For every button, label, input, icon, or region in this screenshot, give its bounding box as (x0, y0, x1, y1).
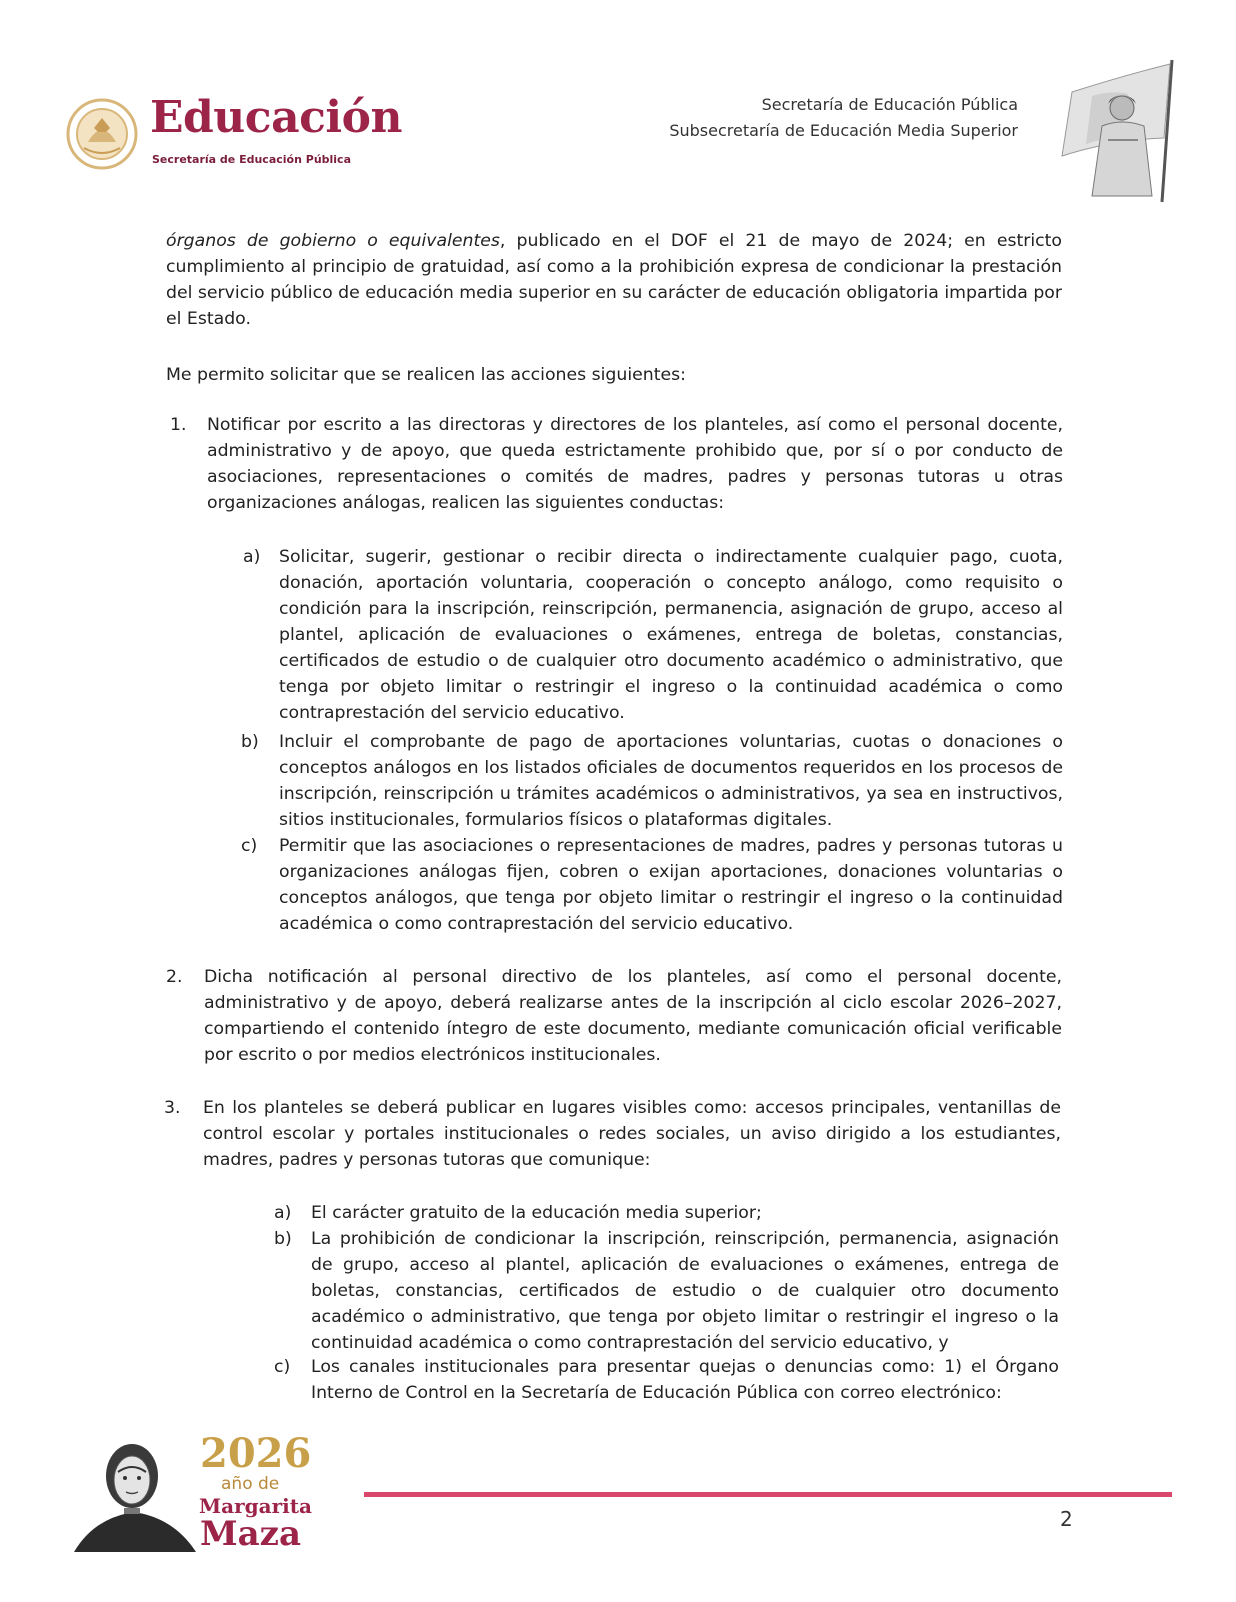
brand-logo-subtitle: Secretaría de Educación Pública (152, 153, 352, 166)
brand-logo-word: Educación (150, 92, 402, 143)
intro-italic-phrase: órganos de gobierno o equivalentes (166, 231, 500, 251)
footer-name-last: Maza (200, 1514, 302, 1554)
sub-item-text: Incluir el comprobante de pago de aportaciones voluntarias, cuotas o donaciones o conceptos análogos en los listados oficiales de documentos requeridos en los procesos de inscripción, reinscripción u trámites académicos o administrativos, ya sea en instructivos, sitios institucionales, formularios físicos o plataformas digitales. (279, 732, 1063, 830)
list-item-number: 3. (164, 1098, 181, 1118)
footer-year-subtitle: año de (221, 1474, 280, 1494)
request-sentence: Me permito solicitar que se realicen las acciones siguientes: (166, 365, 686, 385)
footer-divider (364, 1492, 1172, 1497)
margarita-maza-portrait-icon (64, 1432, 206, 1552)
sub-item-label: a) (274, 1203, 292, 1223)
list-item-number: 2. (166, 967, 183, 987)
sub-item-label: c) (241, 836, 258, 856)
list-item-text: Notificar por escrito a las directoras y directores de los planteles, así como el personal docente, administrativo y de apoyo, que queda estrictamente prohibido que, por sí o por conducto de asociaciones, representaciones o comités de madres, padres y personas tutoras u otras organizaciones análogas, realicen las siguientes conductas: (207, 415, 1063, 513)
sub-item-label: a) (243, 547, 261, 567)
sub-item-text: Solicitar, sugerir, gestionar o recibir directa o indirectamente cualquier pago, cuota, donación, aportación voluntaria, cooperación o concepto análogo, como requisito o condición para la inscripción, reinscripción, permanencia, asignación de grupo, acceso al plantel, aplicación de evaluaciones o exámenes, entrega de boletas, constancias, certificados de estudio o de cualquier otro documento académico o administrativo, que tenga por objeto limitar o restringir el ingreso o la continuidad académica o como contraprestación del servicio educativo. (279, 547, 1063, 723)
coat-of-arms-icon (66, 98, 138, 170)
flag-woman-illustration-icon (1052, 56, 1202, 204)
list-item-text: Dicha notificación al personal directivo de los planteles, así como el personal docente, administrativo y de apoyo, deberá realizarse antes de la inscripción al ciclo escolar 2026–2027, compartiendo el contenido íntegro de este documento, mediante comunicación oficial verificable por escrito o por medios electrónicos institucionales. (204, 967, 1062, 1065)
list-item-number: 1. (170, 415, 187, 435)
page-number: 2 (1060, 1507, 1073, 1531)
sub-item-text: La prohibición de condicionar la inscripción, reinscripción, permanencia, asignación de grupo, acceso al plantel, aplicación de evaluaciones o exámenes, entrega de boletas, constancias, certificados de estudio o de cualquier otro documento académico o administrativo, que tenga por objeto limitar o restringir el ingreso o la continuidad académica o como contraprestación del servicio educativo, y (311, 1229, 1059, 1353)
sub-item-text: El carácter gratuito de la educación media superior; (311, 1203, 762, 1223)
intro-rest: , publicado en el DOF el 21 de mayo de 2024; en estricto cumplimiento al principio de gratuidad, así como a la prohibición expresa de condicionar la prestación del servicio público de educación media superior en su carácter de educación obligatoria impartida por el Estado. (166, 231, 1062, 329)
sub-item-label: c) (274, 1357, 291, 1377)
sub-item-label: b) (274, 1229, 292, 1249)
header-secretaria: Secretaría de Educación Pública (761, 95, 1018, 114)
header-subsecretaria: Subsecretaría de Educación Media Superior (669, 121, 1018, 140)
intro-paragraph (166, 228, 1062, 332)
list-item-text: En los planteles se deberá publicar en lugares visibles como: accesos principales, ventanillas de control escolar y portales institucionales o redes sociales, un aviso dirigido a los estudiantes, madres, padres y personas tutoras que comunique: (203, 1098, 1061, 1170)
footer-year: 2026 (200, 1430, 312, 1477)
sub-item-label: b) (241, 732, 259, 752)
footer-name-first: Margarita (199, 1494, 312, 1518)
sub-item-text: Los canales institucionales para presentar quejas o denuncias como: 1) el Órgano Interno de Control en la Secretaría de Educación Pública con correo electrónico: (311, 1357, 1059, 1403)
sub-item-text: Permitir que las asociaciones o representaciones de madres, padres y personas tutoras u organizaciones análogas fijen, cobren o exijan aportaciones, donaciones voluntarias o conceptos análogos, que tenga por objeto limitar o restringir el ingreso o la continuidad académica o como contraprestación del servicio educativo. (279, 836, 1063, 934)
